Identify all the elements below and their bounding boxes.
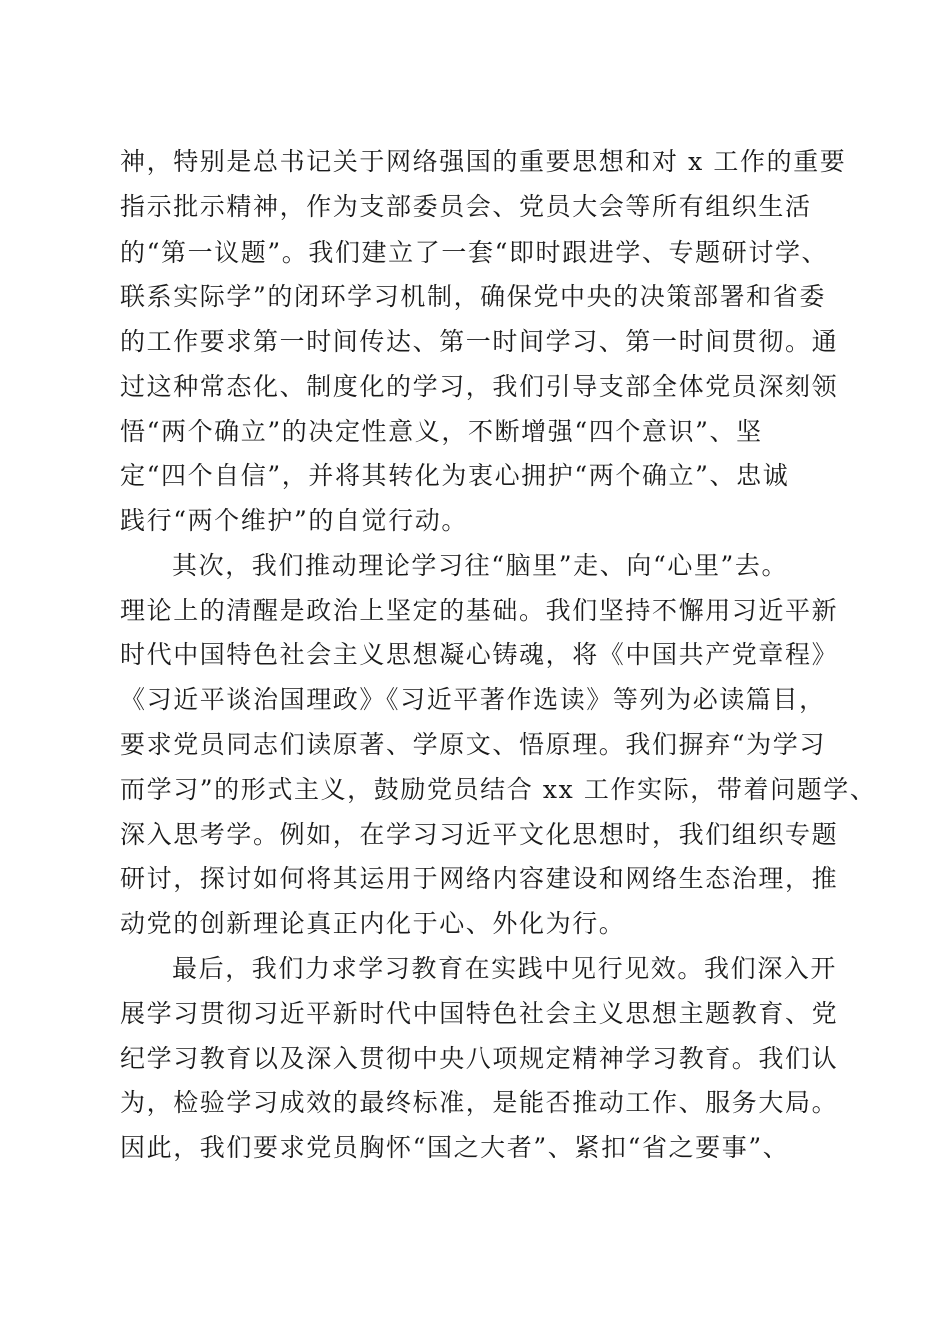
paragraph-line: 时代中国特色社会主义思想凝心铸魂，将《中国共产党章程》	[120, 640, 839, 669]
paragraph-line: 践行“两个维护”的自觉行动。	[120, 506, 468, 535]
paragraph-line: 理论上的清醒是政治上坚定的基础。我们坚持不懈用习近平新	[120, 596, 839, 625]
paragraph-line: 要求党员同志们读原著、学原文、悟原理。我们摒弃“为学习	[120, 730, 826, 759]
paragraph-line: 《习近平谈治国理政》《习近平著作选读》等列为必读篇目，	[120, 685, 826, 714]
paragraph-line: 因此，我们要求党员胸怀“国之大者”、紧扣“省之要事”、	[120, 1133, 790, 1162]
paragraph-line: 纪学习教育以及深入贯彻中央八项规定精神学习教育。我们认	[120, 1044, 839, 1073]
paragraph-line: 悟“两个确立”的决定性意义，不断增强“四个意识”、坚	[120, 417, 763, 446]
paragraph-line: 动党的创新理论真正内化于心、外化为行。	[120, 909, 626, 938]
paragraph-line: 的“第一议题”。我们建立了一套“即时跟进学、专题研讨学、	[120, 238, 829, 267]
paragraph-line: 其次，我们推动理论学习往“脑里”走、向“心里”去。	[172, 551, 789, 580]
paragraph-line: 为，检验学习成效的最终标准，是能否推动工作、服务大局。	[120, 1088, 839, 1117]
paragraph-line: 神，特别是总书记关于网络强国的重要思想和对 x 工作的重要	[120, 147, 847, 176]
paragraph-line: 研讨，探讨如何将其运用于网络内容建设和网络生态治理，推	[120, 864, 839, 893]
paragraph-line: 的工作要求第一时间传达、第一时间学习、第一时间贯彻。通	[120, 327, 839, 356]
paragraph-line: 定“四个自信”，并将其转化为衷心拥护“两个确立”、忠诚	[120, 461, 790, 490]
paragraph-line: 过这种常态化、制度化的学习，我们引导支部全体党员深刻领	[120, 372, 839, 401]
paragraph-line: 而学习”的形式主义，鼓励党员结合 xx 工作实际，带着问题学、	[120, 775, 877, 804]
paragraph-line: 联系实际学”的闭环学习机制，确保党中央的决策部署和省委	[120, 282, 826, 311]
paragraph-line: 深入思考学。例如，在学习习近平文化思想时，我们组织专题	[120, 820, 839, 849]
paragraph-line: 展学习贯彻习近平新时代中国特色社会主义思想主题教育、党	[120, 999, 839, 1028]
paragraph-line: 指示批示精神，作为支部委员会、党员大会等所有组织生活	[120, 192, 812, 221]
paragraph-line: 最后，我们力求学习教育在实践中见行见效。我们深入开	[172, 954, 838, 983]
